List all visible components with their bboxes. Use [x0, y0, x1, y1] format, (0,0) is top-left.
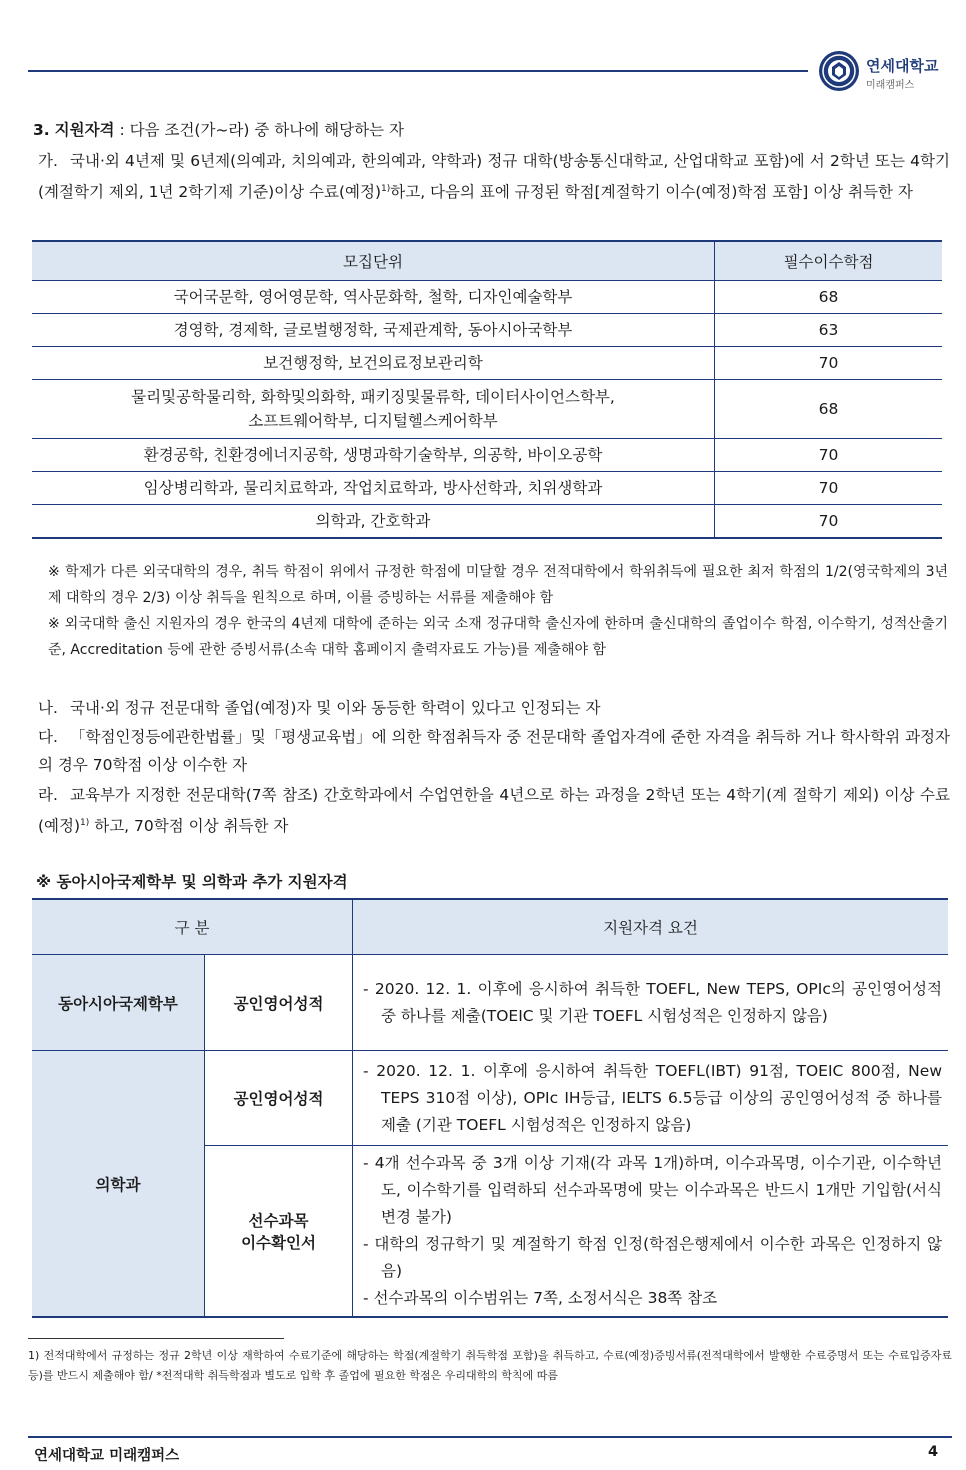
footnote: 1) 전적대학에서 규정하는 정규 2학년 이상 재학하여 수료기준에 해당하는 학점(계절학기 취득학점 포함)을 취득하고, 수료(예정)증빙서류(전적대학에서 발행한 수료증명서 또는 수료입증자료 등)를 반드시 제출해야 함/ *전적대학 취득학점과 별도로 입학 후 졸업에 필요한 학점은 우리대학의 학칙에 따름 [28, 1349, 952, 1382]
sub-english-score: 공인영어성적 [205, 1051, 353, 1146]
extra-table-header [32, 899, 948, 955]
col-header-unit: 모집단위 [32, 241, 715, 281]
item-da [38, 723, 950, 779]
footnote-ref: 1) [80, 818, 90, 828]
unit-cell: 경영학, 경제학, 글로벌행정학, 국제관계학, 동아시아국학부 [32, 314, 715, 347]
unit-cell: 의학과, 간호학과 [32, 505, 715, 539]
table-row [32, 380, 942, 439]
table-row [32, 955, 948, 1051]
logo-campus: 미래캠퍼스 [866, 80, 915, 91]
table-row [32, 314, 942, 347]
item-na-label: 나. [38, 699, 58, 717]
unit-cell-line-1: 물리및공학물리학, 화학및의화학, 패키징및물류학, 데이터사이언스학부, [131, 388, 615, 406]
item-ga-text-2: 하고, 다음의 표에 규정된 학점[계절학기 이수(예정)학점 포함] 이상 취득한 자 [390, 183, 913, 202]
requirement-text: - 4개 선수과목 중 3개 이상 기재(각 과목 1개)하며, 이수과목명, 이수기관, 이수학년도, 이수학기를 입력하되 선수과목명에 맞는 이수과목은 반드시 1개만 기입함(서식변경 불가) [363, 1154, 942, 1226]
requirement-text: - 대학의 정규학기 및 계절학기 학점 인정(학점은행제에서 이수한 과목은 인정하지 않음) [363, 1235, 942, 1280]
table-row [32, 347, 942, 380]
item-da-text: 「학점인정등에관한법률」및「평생교육법」에 의한 학점취득자 중 전문대학 졸업자격에 준한 자격을 취득하 거나 학사학위 과정자의 경우 70학점 이상 이수한 자 [38, 728, 950, 774]
credits-cell: 70 [715, 505, 943, 539]
item-ga-text-1: 국내·외 4년제 및 6년제(의예과, 치의예과, 한의예과, 약학과) 정규 대학(방송통신대학교, 산업대학교 포함)에 서 2학년 또는 4학기(계절학기 제외, 1년 2학기제 기준)이상 수료(예정) [38, 152, 950, 202]
table-row [32, 439, 942, 472]
unit-cell: 국어국문학, 영어영문학, 역사문화학, 철학, 디자인예술학부 [32, 281, 715, 314]
credit-table [32, 240, 942, 539]
col-header-requirements: 지원자격 요건 [353, 899, 949, 955]
credits-cell: 68 [715, 380, 943, 439]
footer-university: 연세대학교 미래캠퍼스 [34, 1448, 180, 1464]
credits-cell: 70 [715, 439, 943, 472]
table-row [32, 1051, 948, 1146]
page-number: 4 [928, 1444, 939, 1460]
sub-prerequisite-line-1: 선수과목 [248, 1212, 309, 1230]
extra-qualifications-table [32, 898, 948, 1318]
section-number: 3. [33, 121, 50, 139]
requirement-medicine-prereq [353, 1146, 949, 1318]
item-na-text: 국내·외 정규 전문대학 졸업(예정)자 및 이와 동등한 학력이 있다고 인정되는 자 [70, 699, 601, 717]
sub-english-score: 공인영어성적 [205, 955, 353, 1051]
requirement-text: - 2020. 12. 1. 이후에 응시하여 취득한 TOEFL, New TEPS, OPIc의 공인영어성적 중 하나를 제출(TOEIC 및 기관 TOEFL 시험성적은 인정하지 않음) [363, 979, 942, 1025]
section-heading: 지원자격 [54, 121, 115, 139]
footnote-ref: 1) [381, 184, 391, 194]
unit-cell: 환경공학, 친환경에너지공학, 생명과학기술학부, 의공학, 바이오공학 [32, 439, 715, 472]
credits-cell: 63 [715, 314, 943, 347]
item-da-label: 다. [38, 728, 58, 746]
unit-cell: 임상병리학과, 물리치료학과, 작업치료학과, 방사선학과, 치위생학과 [32, 472, 715, 505]
item-ra-text-2: 하고, 70학점 이상 취득한 자 [89, 817, 289, 836]
col-header-category: 구 분 [32, 899, 353, 955]
note-foreign-applicants: ※ 외국대학 출신 지원자의 경우 한국의 4년제 대학에 준하는 외국 소재 정규대학 출신자에 한하며 출신대학의 졸업이수 학점, 이수학기, 성적산출기준, Accreditation 등에 관한 증빙서류(소속 대학 홈페이지 출력자료도 가능)를 제출해야 함 [48, 616, 948, 658]
footer-rule [28, 1436, 952, 1438]
item-ga-label: 가. [38, 152, 58, 170]
item-na [38, 694, 950, 722]
header-rule [28, 70, 808, 72]
unit-cell [32, 380, 715, 439]
requirement-text: - 선수과목의 이수범위는 7쪽, 소정서식은 38쪽 참조 [363, 1289, 718, 1307]
logo-name: 연세대학교 [866, 57, 939, 75]
item-ra-label: 라. [38, 786, 58, 804]
section-title [33, 118, 404, 140]
category-east-asia: 동아시아국제학부 [32, 955, 205, 1051]
item-ga [38, 147, 950, 206]
credit-table-header [32, 241, 942, 281]
credits-cell: 68 [715, 281, 943, 314]
table-row [32, 472, 942, 505]
note-foreign-credits: ※ 학제가 다른 외국대학의 경우, 취득 학점이 위에서 규정한 학점에 미달할 경우 전적대학에서 학위취득에 필요한 최저 학점의 1/2(영국학제의 3년제 대학의 경우 2/3) 이상 취득을 원칙으로 하며, 이를 증빙하는 서류를 제출해야 함 [48, 564, 948, 606]
requirement-medicine-english [353, 1051, 949, 1146]
unit-cell-line-2: 소프트웨어학부, 디지털헬스케어학부 [248, 412, 498, 430]
sub-prerequisite [205, 1146, 353, 1318]
sub-prerequisite-line-2: 이수확인서 [241, 1234, 316, 1252]
requirement-east-asia [353, 955, 949, 1051]
credits-cell: 70 [715, 347, 943, 380]
unit-cell: 보건행정학, 보건의료정보관리학 [32, 347, 715, 380]
item-ra [38, 781, 950, 840]
extra-qualifications-title: ※ 동아시아국제학부 및 의학과 추가 지원자격 [36, 873, 348, 891]
footnote-rule [28, 1338, 284, 1339]
table-row [32, 281, 942, 314]
item-ra-text-1: 교육부가 지정한 전문대학(7쪽 참조) 간호학과에서 수업연한을 4년으로 하는 과정을 2학년 또는 4학기(계 절학기 제외) 이상 수료(예정) [38, 786, 950, 836]
col-header-credits: 필수이수학점 [715, 241, 943, 281]
section-intro: : 다음 조건(가~라) 중 하나에 해당하는 자 [114, 121, 404, 139]
credits-cell: 70 [715, 472, 943, 505]
yonsei-emblem-icon [818, 50, 860, 92]
table-row [32, 505, 942, 539]
requirement-text: - 2020. 12. 1. 이후에 응시하여 취득한 TOEFL(IBT) 91점, TOEIC 800점, New TEPS 310점 이상), OPIc IH등급, IELTS 6.5등급 이상의 공인영어성적 중 하나를 제출 (기관 TOEFL 시험성적은 인정하지 않음) [363, 1061, 942, 1134]
category-medicine: 의학과 [32, 1051, 205, 1318]
